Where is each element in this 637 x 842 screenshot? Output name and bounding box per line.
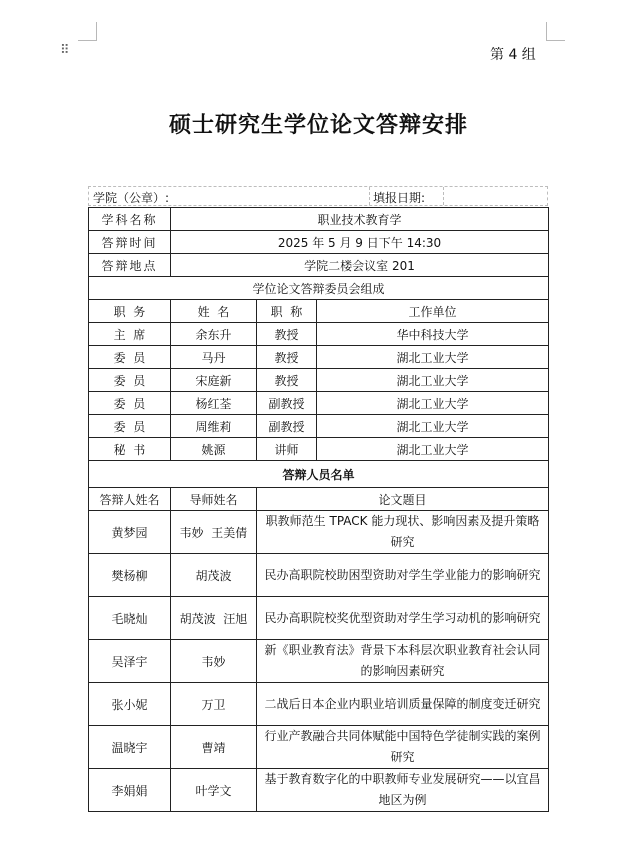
student-name: 张小妮 [89,683,171,726]
member-role: 委 员 [89,392,171,415]
committee-heading: 学位论文答辩委员会组成 [89,277,549,300]
info-label: 学科名称 [89,208,171,231]
committee-row [89,438,549,461]
defense-row [89,511,549,554]
thesis-title: 行业产教融合共同体赋能中国特色学徒制实践的案例研究 [257,726,549,769]
schedule-table [88,207,549,812]
member-rank: 教授 [257,346,317,369]
info-value: 职业技术教育学 [171,208,549,231]
member-name: 马丹 [171,346,257,369]
college-label: 学院（公章）: [93,191,170,205]
column-header: 导师姓名 [171,488,257,511]
member-role: 秘 书 [89,438,171,461]
info-value: 2025 年 5 月 9 日下午 14:30 [171,231,549,254]
committee-row [89,392,549,415]
defense-row [89,683,549,726]
member-rank: 讲师 [257,438,317,461]
column-header: 答辩人姓名 [89,488,171,511]
member-role: 委 员 [89,346,171,369]
member-unit: 华中科技大学 [317,323,549,346]
member-name: 周维莉 [171,415,257,438]
page-title: 硕士研究生学位论文答辩安排 [168,113,468,138]
crop-mark-top-left [78,22,97,41]
info-row [89,254,549,277]
member-unit: 湖北工业大学 [317,438,549,461]
defense-heading-row [89,461,549,488]
member-unit: 湖北工业大学 [317,369,549,392]
committee-row [89,369,549,392]
column-header: 职 称 [257,300,317,323]
student-name: 吴泽宇 [89,640,171,683]
advisor-name: 韦妙 [171,640,257,683]
member-unit: 湖北工业大学 [317,346,549,369]
defense-row [89,769,549,812]
column-header: 工作单位 [317,300,549,323]
member-unit: 湖北工业大学 [317,392,549,415]
defense-row [89,726,549,769]
committee-row [89,346,549,369]
header-divider [369,187,370,205]
drag-handle-icon[interactable]: ⠿ [60,43,69,58]
thesis-title: 新《职业教育法》背景下本科层次职业教育社会认同的影响因素研究 [257,640,549,683]
student-name: 李娟娟 [89,769,171,812]
header-divider [443,187,444,205]
defense-row [89,597,549,640]
defense-heading: 答辩人员名单 [89,461,549,488]
committee-header-row [89,300,549,323]
member-name: 余东升 [171,323,257,346]
member-name: 姚源 [171,438,257,461]
defense-header-row [89,488,549,511]
committee-heading-row [89,277,549,300]
advisor-name: 曹靖 [171,726,257,769]
advisor-name: 胡茂波 汪旭 [171,597,257,640]
info-row [89,208,549,231]
group-number: 第 4 组 [490,47,536,63]
crop-mark-top-right [546,22,565,41]
info-label: 答辩时间 [89,231,171,254]
member-unit: 湖北工业大学 [317,415,549,438]
advisor-name: 胡茂波 [171,554,257,597]
student-name: 毛晓灿 [89,597,171,640]
member-rank: 副教授 [257,415,317,438]
info-row [89,231,549,254]
member-rank: 教授 [257,369,317,392]
defense-row [89,554,549,597]
committee-row [89,323,549,346]
info-value: 学院二楼会议室 201 [171,254,549,277]
student-name: 温晓宇 [89,726,171,769]
member-rank: 教授 [257,323,317,346]
student-name: 樊杨柳 [89,554,171,597]
column-header: 职 务 [89,300,171,323]
member-role: 主 席 [89,323,171,346]
column-header: 姓 名 [171,300,257,323]
info-label: 答辩地点 [89,254,171,277]
thesis-title: 基于教育数字化的中职教师专业发展研究——以宜昌地区为例 [257,769,549,812]
column-header: 论文题目 [257,488,549,511]
member-name: 杨红荃 [171,392,257,415]
member-rank: 副教授 [257,392,317,415]
member-name: 宋庭新 [171,369,257,392]
fill-date-label: 填报日期: [373,191,426,205]
thesis-title: 民办高职院校奖优型资助对学生学习动机的影响研究 [257,597,549,640]
thesis-title: 二战后日本企业内职业培训质量保障的制度变迁研究 [257,683,549,726]
advisor-name: 韦妙 王美倩 [171,511,257,554]
advisor-name: 万卫 [171,683,257,726]
defense-row [89,640,549,683]
student-name: 黄梦园 [89,511,171,554]
thesis-title: 民办高职院校助困型资助对学生学业能力的影响研究 [257,554,549,597]
member-role: 委 员 [89,415,171,438]
committee-row [89,415,549,438]
member-role: 委 员 [89,369,171,392]
advisor-name: 叶学文 [171,769,257,812]
thesis-title: 职教师范生 TPACK 能力现状、影响因素及提升策略研究 [257,511,549,554]
header-row [88,186,548,206]
